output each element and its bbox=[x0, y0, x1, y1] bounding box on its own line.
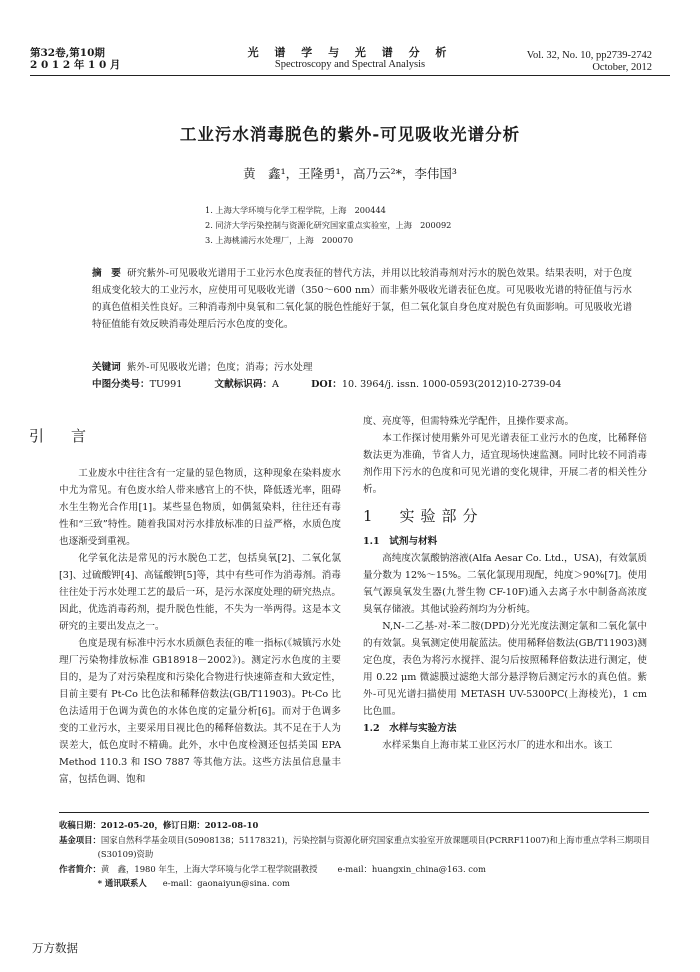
paragraph: 水样采集自上海市某工业区污水厂的进水和出水。该工 bbox=[382, 740, 613, 751]
doi-label: DOI： bbox=[311, 379, 342, 390]
footnotes bbox=[59, 818, 659, 891]
affiliation-item: 1. 上海大学环境与化学工程学院，上海 200444 bbox=[205, 205, 386, 215]
section-heading-intro: 引 言 bbox=[29, 427, 93, 445]
classification-line bbox=[92, 376, 632, 393]
clc-label: 中图分类号： bbox=[92, 379, 150, 390]
paragraph: 色度是现有标准中污水水质颜色表征的唯一指标(《城镇污水处理厂污染物排放标准 GB18918－2002》)。测定污水色度的主要目的，是为了对污染程度和污染化合物进行快速筛查和大致定性，目前主要有 Pt-Co 比色法和稀释倍数法(GB/T11903)。Pt-Co 比色法适用于色调为黄色的水体色度的定量分析[6]。而对于色调多变的工业污水，主要采用目视比色的稀释倍数法。其不足在于人为误差大，低色度时不精确。此外，水中色度检测还包括美国 EPA Method 110.3 和 ISO 7887 等其他方法。这些方法虽信息量丰富，包括色调、饱和 bbox=[59, 638, 341, 785]
contact-email: e-mail：gaonaiyun@sina. com bbox=[162, 878, 290, 888]
header-rule bbox=[30, 75, 670, 76]
keywords-line bbox=[92, 359, 632, 376]
contact-note bbox=[59, 876, 659, 891]
section-heading-experimental: 1 实验部分 bbox=[363, 507, 484, 525]
header-volume-en bbox=[527, 50, 652, 74]
paragraph: 高纯度次氯酸钠溶液(Alfa Aesar Co. Ltd.，USA)，有效氯质量分数为 12%～15%。二氧化氯现用现配，纯度＞90%[7]。使用氧气源臭氧发生器(九誉生物 CF-10F)通入去离子水中制备高浓度臭氧存储液。其他试验药剂均为分析纯。 bbox=[363, 553, 647, 615]
abstract-text: 研究紫外-可见吸收光谱用于工业污水色度表征的替代方法，并用以比较消毒剂对污水的脱色效果。结果表明，对于色度组成变化较大的工业污水，应使用可见吸收光谱（350～600 nm）而非紫外吸收光谱表征色度。可见吸收光谱的特征值与污水的真色值相关性良好。三种消毒剂中臭氧和二氧化氯的脱色性能好于氯，但二氧化氯自身色度对脱色有负面影响。可见吸收光谱特征值能有效反映消毒处理后污水色度的变化。 bbox=[92, 268, 633, 330]
journal-name-cn: 光 谱 学 与 光 谱 分 析 bbox=[247, 46, 453, 59]
header-journal bbox=[200, 47, 500, 71]
clc-value: TU991 bbox=[149, 379, 183, 390]
bio-label: 作者简介： bbox=[59, 863, 101, 874]
fund-label: 基金项目： bbox=[59, 834, 101, 845]
author-list: 黄 鑫¹，王隆勇¹，高乃云²*，李伟国³ bbox=[243, 166, 457, 181]
abstract bbox=[92, 265, 632, 333]
header-volume-issue: 第32卷,第10期 bbox=[30, 47, 105, 59]
header-volume-cn bbox=[30, 47, 120, 71]
doc-code-value: A bbox=[272, 379, 279, 390]
paragraph: N,N-二乙基-对-苯二胺(DPD)分光光度法测定氯和二氧化氯中的有效氯。臭氧测定使用靛蓝法。使用稀释倍数法(GB/T11903)测定色度，表色为将污水搅拌、混匀后按照稀释倍数法进行测定，使用 0.22 μm 微滤膜过滤绝大部分悬浮物后测定污水的真色值。紫外-可见光谱扫描使用 METASH UV-5300PC(上海棱光)，1 cm 比色皿。 bbox=[363, 621, 647, 717]
keywords-text: 紫外-可见吸收光谱；色度；消毒；污水处理 bbox=[126, 362, 313, 373]
received-date: 收稿日期：2012-05-20，修订日期：2012-08-10 bbox=[59, 820, 259, 830]
journal-name-en: Spectroscopy and Spectral Analysis bbox=[274, 59, 426, 70]
abstract-label: 摘 要 bbox=[92, 268, 121, 279]
author-bio bbox=[59, 862, 659, 877]
bio-email: e-mail：huangxin_china@163. com bbox=[337, 863, 486, 874]
fund-note bbox=[59, 833, 659, 862]
contact-label: * 通讯联系人 bbox=[97, 878, 147, 888]
bio-text: 黄 鑫，1980 年生，上海大学环境与化学工程学院副教授 bbox=[100, 863, 318, 874]
right-column bbox=[363, 413, 647, 754]
watermark-text: 万方数据 bbox=[32, 941, 78, 955]
subsection-heading: 1.1 试剂与材料 bbox=[363, 536, 438, 547]
left-column bbox=[29, 427, 341, 788]
header-volume-pages: Vol. 32, No. 10, pp2739-2742 bbox=[526, 50, 652, 61]
keywords-block bbox=[92, 359, 632, 393]
doc-code-label: 文献标识码： bbox=[214, 379, 273, 390]
subsection-heading: 1.2 水样与实验方法 bbox=[363, 723, 457, 734]
paragraph: 本工作探讨使用紫外可见光谱表征工业污水的色度，比稀释倍数法更为准确，节省人力，适宜现场快速监测。同时比较不同消毒剂作用下污水的色度和可见光谱的变化规律，开展二者的相关性分析。 bbox=[363, 433, 647, 495]
affiliations bbox=[205, 203, 451, 248]
header-date-en: October, 2012 bbox=[592, 62, 652, 73]
fund-text: 国家自然科学基金项目(50908138；51178321)，污染控制与资源化研究国家重点实验室开放课题项目(PCRRF11007)和上海市重点学科三期项目(S30109)资助 bbox=[97, 834, 650, 859]
affiliation-item: 3. 上海桃浦污水处理厂，上海 200070 bbox=[205, 235, 354, 245]
footnote-rule bbox=[59, 812, 649, 813]
paragraph: 化学氧化法是常见的污水脱色工艺，包括臭氧[2]、二氧化氯[3]、过硫酸钾[4]、高锰酸钾[5]等，其中有些可作为消毒剂。消毒往往处于污水处理工艺的最后一环，是污水深度处理的研究热点。因此，优选消毒药剂，提升脱色性能，不失为一举两得。这是本文研究的主要出发点之一。 bbox=[59, 553, 341, 632]
keywords-label: 关键词 bbox=[92, 362, 121, 373]
paragraph: 工业废水中往往含有一定量的显色物质，这种现象在染料废水中尤为常见。有色废水给人带来感官上的不快，降低透光率，阻碍水生生物光合作用[1]。某些显色物质，如偶氮染料，往往还有毒性和“三致”特性。随着我国对污水排放标准的日益严格，水质色度也逐渐受到重视。 bbox=[59, 468, 341, 547]
paragraph-continuation: 度、亮度等，但需特殊光学配件，且操作要求高。 bbox=[363, 416, 575, 427]
doi-value: 10. 3964/j. issn. 1000-0593(2012)10-2739-04 bbox=[341, 379, 562, 390]
affiliation-item: 2. 同济大学污染控制与资源化研究国家重点实验室，上海 200092 bbox=[205, 220, 452, 230]
paper-title: 工业污水消毒脱色的紫外-可见吸收光谱分析 bbox=[179, 125, 521, 144]
header-date-cn: 2 0 1 2 年 1 0 月 bbox=[30, 59, 121, 71]
